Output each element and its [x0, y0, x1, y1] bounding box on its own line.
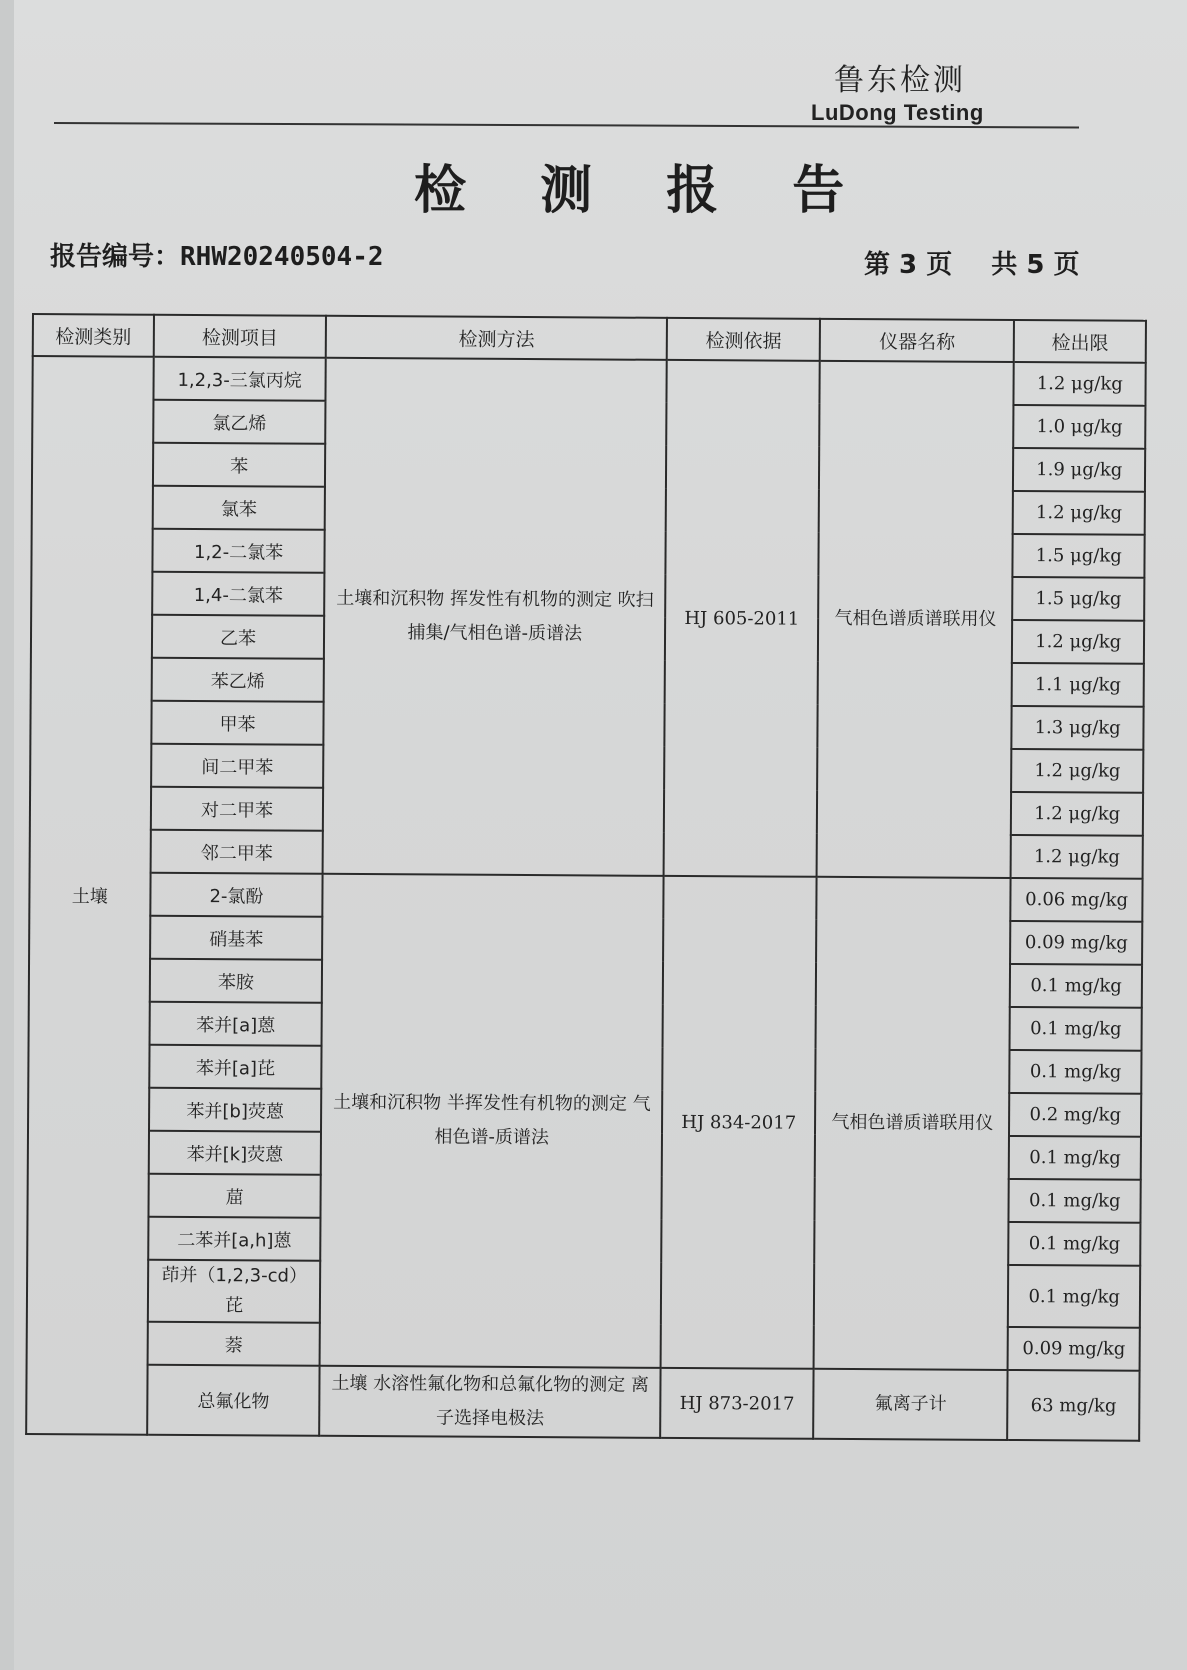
item-name: 苯胺 [150, 959, 323, 1003]
limit-value: 1.2 μg/kg [1011, 835, 1143, 879]
item-name: 邻二甲苯 [150, 830, 323, 874]
col-header-item: 检测项目 [154, 315, 327, 358]
col-header-category: 检测类别 [33, 314, 154, 357]
item-name: 1,2,3-三氯丙烷 [153, 357, 326, 401]
limit-value: 1.2 μg/kg [1013, 491, 1145, 535]
instrument-cell: 气相色谱质谱联用仪 [817, 361, 1014, 878]
instrument-cell: 氟离子计 [813, 1369, 1008, 1440]
item-name: 茚并（1,2,3-cd）芘 [148, 1260, 321, 1323]
report-number-value: RHW20240504-2 [180, 242, 384, 272]
table-row [29, 872, 1142, 922]
limit-value: 1.2 μg/kg [1011, 749, 1143, 793]
item-name: 苯并[b]荧蒽 [149, 1088, 322, 1132]
basis-cell: HJ 873-2017 [660, 1368, 814, 1439]
limit-value: 0.1 mg/kg [1009, 1179, 1141, 1223]
item-name: 2-氯酚 [150, 873, 323, 917]
method-cell: 土壤 水溶性氟化物和总氟化物的测定 离子选择电极法 [319, 1366, 660, 1438]
limit-value: 1.9 μg/kg [1013, 448, 1145, 492]
item-name: 对二甲苯 [151, 787, 324, 831]
limit-value: 1.2 μg/kg [1014, 362, 1146, 406]
limit-value: 0.1 mg/kg [1009, 1222, 1141, 1266]
limit-value: 1.5 μg/kg [1013, 534, 1145, 578]
item-name: 总氟化物 [147, 1365, 320, 1436]
limit-value: 1.0 μg/kg [1014, 405, 1146, 449]
limit-value: 1.5 μg/kg [1013, 577, 1145, 621]
report-number-label: 报告编号： [50, 242, 181, 272]
item-name: 间二甲苯 [151, 744, 324, 788]
report-number [50, 236, 384, 273]
item-name: 1,2-二氯苯 [152, 529, 325, 573]
item-name: 苯并[k]荧蒽 [149, 1131, 322, 1175]
limit-value: 0.1 mg/kg [1008, 1265, 1140, 1328]
item-name: 䓛 [148, 1174, 321, 1218]
table-row [32, 356, 1145, 406]
basis-cell: HJ 834-2017 [661, 876, 817, 1369]
page-current: 第 3 页 [864, 250, 953, 280]
category-cell: 土壤 [26, 356, 153, 1435]
limit-value: 1.3 μg/kg [1012, 706, 1144, 750]
limit-value: 0.09 mg/kg [1008, 1327, 1140, 1371]
method-cell: 土壤和沉积物 半挥发性有机物的测定 气相色谱-质谱法 [320, 874, 664, 1368]
page-indicator [864, 244, 1079, 281]
col-header-limit: 检出限 [1014, 320, 1146, 363]
method-cell: 土壤和沉积物 挥发性有机物的测定 吹扫捕集/气相色谱-质谱法 [323, 358, 667, 876]
limit-value: 0.06 mg/kg [1011, 878, 1143, 922]
basis-cell: HJ 605-2011 [664, 360, 820, 877]
item-name: 甲苯 [151, 701, 324, 745]
col-header-basis: 检测依据 [667, 318, 820, 361]
item-name: 氯苯 [152, 486, 325, 530]
col-header-method: 检测方法 [326, 316, 667, 360]
brand-name-cn: 鲁东检测 [834, 63, 966, 98]
table-row [26, 1364, 1139, 1441]
document-title: 检 测 报 告 [414, 161, 873, 221]
limit-value: 0.1 mg/kg [1010, 964, 1142, 1008]
limit-value: 0.09 mg/kg [1010, 921, 1142, 965]
limit-value: 1.2 μg/kg [1011, 792, 1143, 836]
item-name: 萘 [147, 1322, 320, 1366]
item-name: 苯乙烯 [151, 658, 324, 702]
limit-value: 63 mg/kg [1008, 1370, 1140, 1441]
col-header-instrument: 仪器名称 [820, 319, 1014, 362]
instrument-cell: 气相色谱质谱联用仪 [814, 877, 1011, 1370]
table-header-row [33, 314, 1146, 363]
item-name: 乙苯 [152, 615, 325, 659]
limit-value: 0.1 mg/kg [1010, 1007, 1142, 1051]
limit-value: 0.2 mg/kg [1009, 1093, 1141, 1137]
item-name: 苯并[a]蒽 [149, 1002, 322, 1046]
limit-value: 0.1 mg/kg [1009, 1136, 1141, 1180]
limit-value: 1.2 μg/kg [1012, 620, 1144, 664]
test-results-table [25, 313, 1147, 1442]
item-name: 硝基苯 [150, 916, 323, 960]
page-total: 共 5 页 [991, 250, 1080, 280]
item-name: 氯乙烯 [153, 400, 326, 444]
item-name: 1,4-二氯苯 [152, 572, 325, 616]
item-name: 苯并[a]芘 [149, 1045, 322, 1089]
report-page [14, 0, 1187, 1670]
item-name: 二苯并[a,h]蒽 [148, 1217, 321, 1261]
brand-name-en: LuDong Testing [811, 100, 984, 125]
limit-value: 0.1 mg/kg [1010, 1050, 1142, 1094]
item-name: 苯 [153, 443, 326, 487]
limit-value: 1.1 μg/kg [1012, 663, 1144, 707]
